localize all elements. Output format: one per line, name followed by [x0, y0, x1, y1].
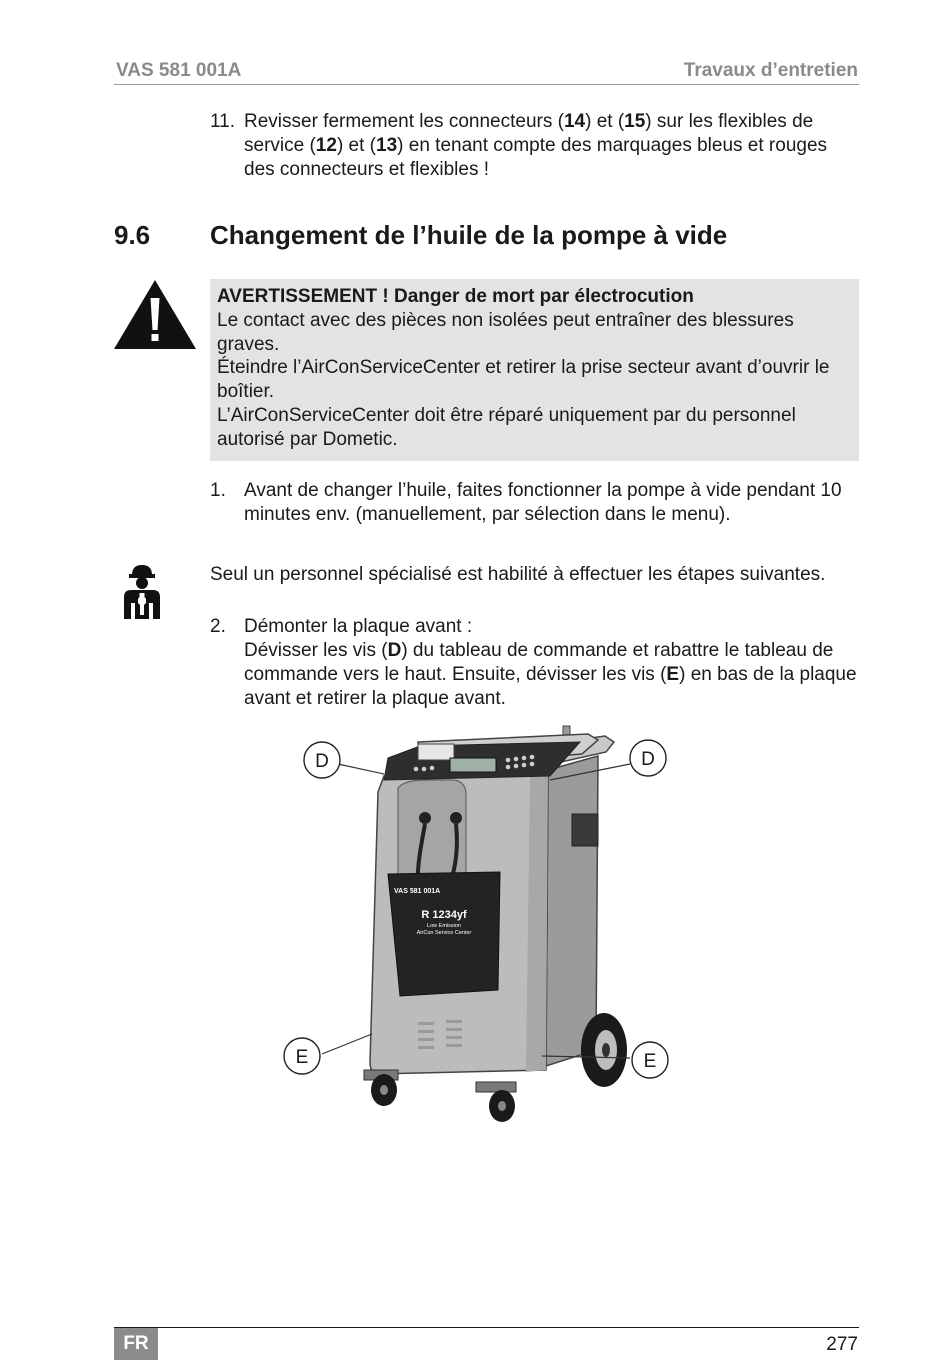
page-number: 277 — [826, 1334, 858, 1355]
step-text: Avant de changer l’huile, faites fonctionner la pompe à vide pendant 10 minutes env. (manuellement, par sélection dans le menu). — [244, 480, 842, 525]
step-text: Démonter la plaque avant : Dévisser les vis (D) du tableau de commande et rabattre le tableau de commande vers le haut. Ensuite, dévisser les vis (E) en bas de la plaque avant et retirer la plaque avant. — [244, 616, 857, 709]
step-2 — [210, 615, 860, 711]
section-number: 9.6 — [114, 220, 151, 250]
step-text: Revisser fermement les connecteurs (14) et (15) sur les flexibles de service (12) et (13) en tenant compte des marquages bleus et rouges des connecteurs et flexibles ! — [244, 111, 828, 180]
step-number: 11. — [210, 111, 236, 132]
step-1 — [210, 479, 860, 527]
callout-e-left — [284, 1038, 320, 1074]
figure-model-label: VAS 581 001A — [394, 888, 441, 895]
header-rule — [114, 84, 859, 85]
figure-label-line: AirCon Service Center — [416, 930, 472, 936]
warning-line: Le contact avec des pièces non isolées peut entraîner des blessures graves. — [217, 309, 794, 355]
footer-rule — [114, 1327, 859, 1328]
svg-text:D: D — [641, 749, 655, 770]
running-header-left: VAS 581 001A — [116, 60, 242, 81]
technician-note: Seul un personnel spécialisé est habilité à effectuer les étapes suivantes. — [210, 564, 826, 585]
technician-icon — [120, 563, 164, 619]
warning-box — [210, 279, 859, 461]
service-unit-figure — [280, 722, 680, 1132]
callout-d-right — [630, 740, 666, 776]
warning-line: L’AirConServiceCenter doit être réparé uniquement par du personnel autorisé par Dometic. — [217, 404, 796, 450]
figure-refrigerant-label: R 1234yf — [421, 909, 467, 921]
language-badge: FR — [114, 1328, 158, 1360]
callout-e-right — [632, 1042, 668, 1078]
step-number: 2. — [210, 616, 226, 637]
figure-label-line: Low Emission — [427, 923, 461, 929]
section-title: Changement de l’huile de la pompe à vide — [210, 220, 728, 250]
running-header-right: Travaux d’entretien — [683, 60, 858, 81]
svg-text:D: D — [315, 751, 329, 772]
svg-text:E: E — [295, 1047, 309, 1068]
warning-title: AVERTISSEMENT ! Danger de mort par électrocution — [217, 286, 694, 307]
callout-d-left — [304, 742, 340, 778]
warning-line: Éteindre l’AirConServiceCenter et retirer la prise secteur avant d’ouvrir le boîtier. — [217, 357, 830, 403]
svg-text:E: E — [643, 1051, 657, 1072]
warning-triangle-icon — [112, 278, 198, 352]
step-number: 1. — [210, 480, 226, 501]
step-11 — [210, 110, 860, 182]
